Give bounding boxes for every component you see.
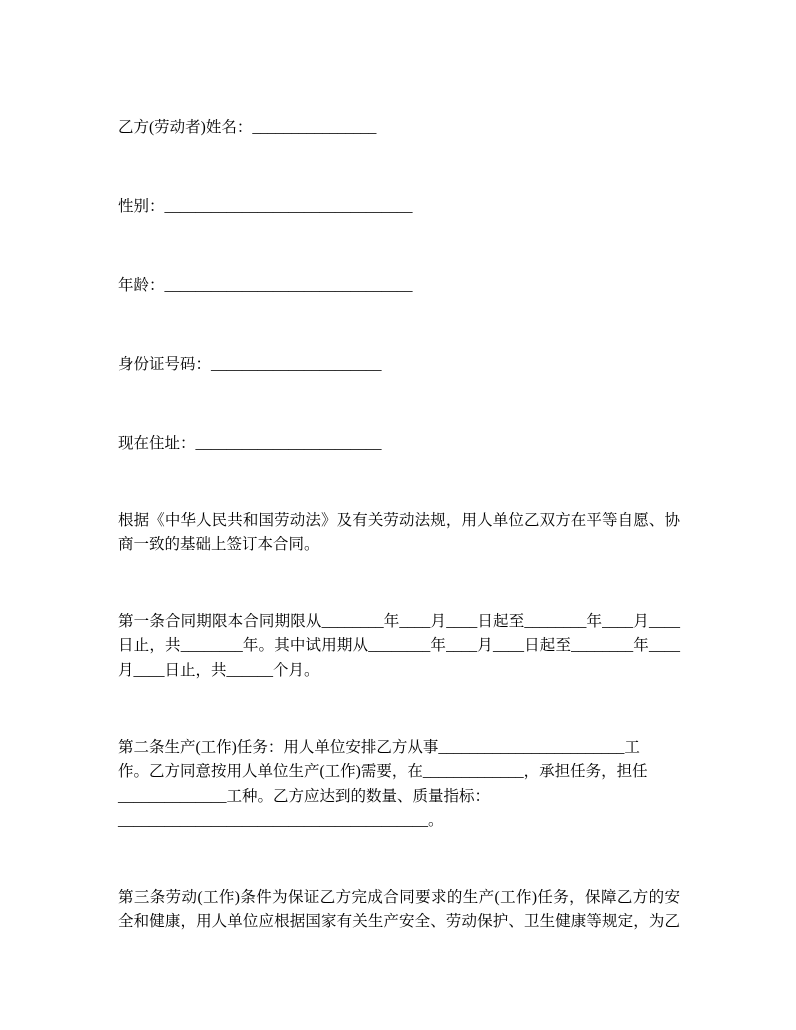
article-3-line: 全和健康，用人单位应根据国家有关生产安全、劳动保护、卫生健康等规定，为乙 [118,913,680,931]
article-1-contract-term [118,610,680,683]
article-1-line: 月____日止，共______个月。 [118,661,320,679]
id-number-blank: ______________________ [211,355,382,373]
party-b-name-field [118,116,680,140]
gender-blank: ________________________________ [164,197,413,215]
article-2-line: 作。乙方同意按用人单位生产(工作)需要，在_____________，承担任务，担任 [118,763,648,781]
article-2-line: 第二条生产(工作)任务：用人单位安排乙方从事________________________工 [118,738,640,756]
preamble-paragraph [118,509,680,558]
article-1-line: 第一条合同期限本合同期限从________年____月____日起至________年____月____ [118,613,680,631]
address-blank: ________________________ [195,434,382,452]
address-field [118,432,680,456]
age-blank: ________________________________ [164,276,413,294]
article-3-line: 第三条劳动(工作)条件为保证乙方完成合同要求的生产(工作)任务，保障乙方的安 [118,889,680,907]
article-3-work-conditions [118,886,680,935]
preamble-line: 商一致的基础上签订本合同。 [118,536,320,554]
party-b-name-label: 乙方(劳动者)姓名： [118,119,253,136]
article-2-line: ______________工种。乙方应达到的数量、质量指标： [118,787,491,805]
age-label: 年龄： [118,276,165,294]
gender-label: 性别： [118,197,165,215]
party-b-name-blank: ________________ [252,119,377,136]
preamble-line: 根据《中华人民共和国劳动法》及有关劳动法规，用人单位乙双方在平等自愿、协 [118,511,680,529]
gender-field [118,195,680,219]
article-2-line: ________________________________________。 [118,812,444,830]
age-field [118,274,680,298]
id-number-field [118,353,680,377]
id-number-label: 身份证号码： [118,355,212,373]
article-1-line: 日止，共________年。其中试用期从________年____月____日起至________年____ [118,637,680,655]
address-label: 现在住址： [118,434,196,452]
article-2-work-task [118,736,680,834]
